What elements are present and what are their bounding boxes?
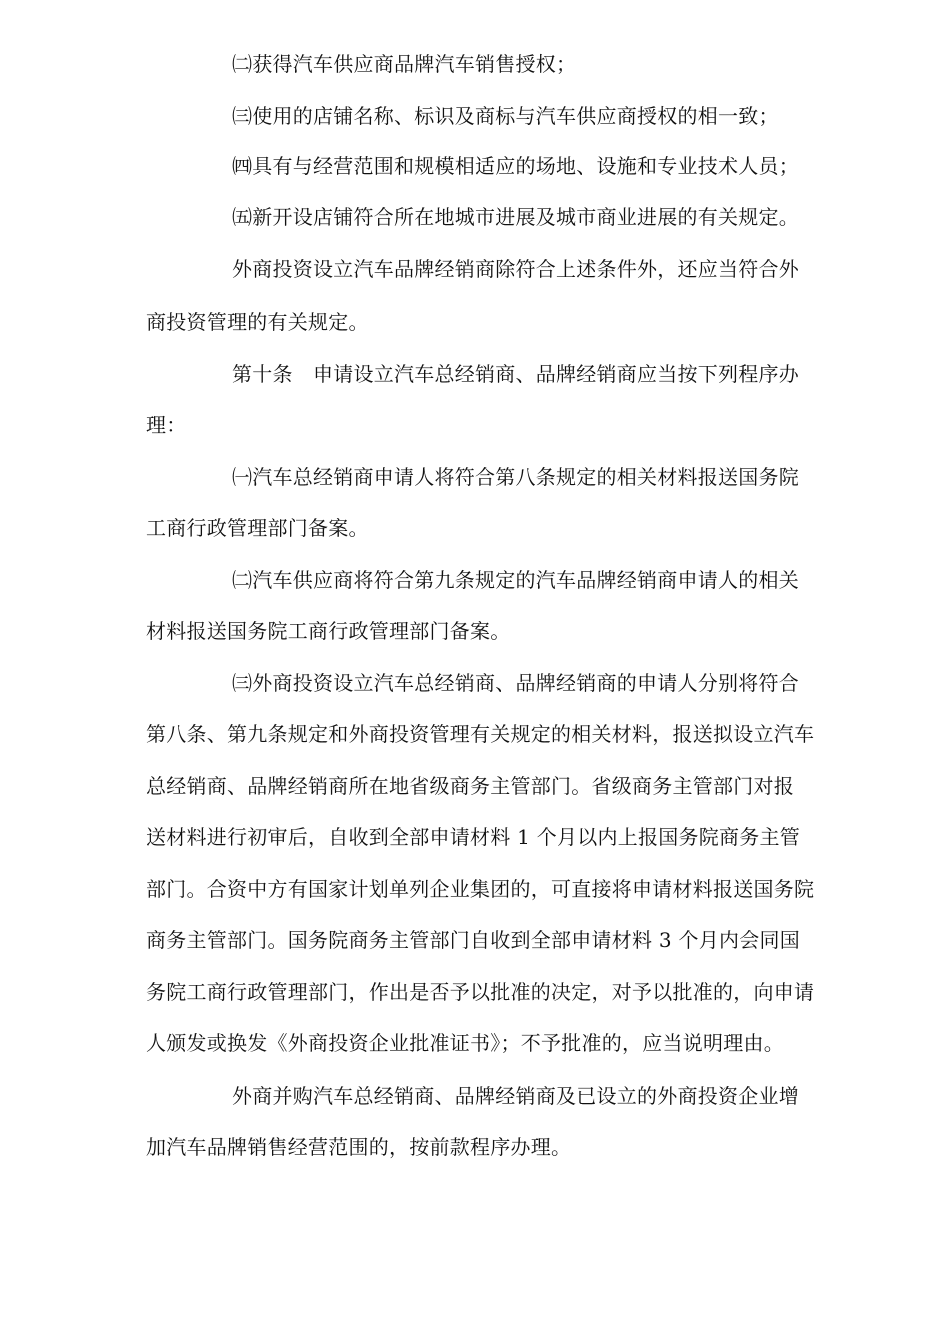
text-line: ㈢外商投资设立汽车总经销商、品牌经销商的申请人分别将符合 — [232, 671, 799, 695]
text-line: 务院工商行政管理部门，作出是否予以批准的决定，对予以批准的，向申请 — [146, 980, 815, 1004]
text-line: 送材料进行初审后，自收到全部申请材料 1 个月以内上报国务院商务主管 — [146, 825, 800, 849]
text-line: ㈣具有与经营范围和规模相适应的场地、设施和专业技术人员； — [232, 154, 799, 178]
text-line: ㈢使用的店铺名称、标识及商标与汽车供应商授权的相一致； — [232, 104, 779, 128]
text-line: 加汽车品牌销售经营范围的，按前款程序办理。 — [146, 1135, 572, 1159]
text-line: 总经销商、品牌经销商所在地省级商务主管部门。省级商务主管部门对报 — [146, 774, 794, 798]
text-line: 人颁发或换发《外商投资企业批准证书》；不予批准的，应当说明理由。 — [146, 1031, 784, 1055]
text-line: 外商投资设立汽车品牌经销商除符合上述条件外，还应当符合外 — [232, 257, 799, 281]
text-line: 外商并购汽车总经销商、品牌经销商及已设立的外商投资企业增 — [232, 1084, 799, 1108]
text-line: ㈡获得汽车供应商品牌汽车销售授权； — [232, 52, 577, 76]
text-line: 材料报送国务院工商行政管理部门备案。 — [146, 619, 511, 643]
text-line: 商投资管理的有关规定。 — [146, 310, 369, 334]
text-line: ㈤新开设店铺符合所在地城市进展及城市商业进展的有关规定。 — [232, 205, 799, 229]
text-line: 商务主管部门。国务院商务主管部门自收到全部申请材料 3 个月内会同国 — [146, 928, 800, 952]
text-line: 部门。合资中方有国家计划单列企业集团的，可直接将申请材料报送国务院 — [146, 877, 815, 901]
text-line: 工商行政管理部门备案。 — [146, 516, 369, 540]
text-line: 第八条、第九条规定和外商投资管理有关规定的相关材料，报送拟设立汽车 — [146, 722, 815, 746]
text-line: 第十条 申请设立汽车总经销商、品牌经销商应当按下列程序办 — [232, 362, 799, 386]
text-line: ㈡汽车供应商将符合第九条规定的汽车品牌经销商申请人的相关 — [232, 568, 799, 592]
text-line: ㈠汽车总经销商申请人将符合第八条规定的相关材料报送国务院 — [232, 465, 799, 489]
text-line: 理： — [146, 413, 187, 437]
